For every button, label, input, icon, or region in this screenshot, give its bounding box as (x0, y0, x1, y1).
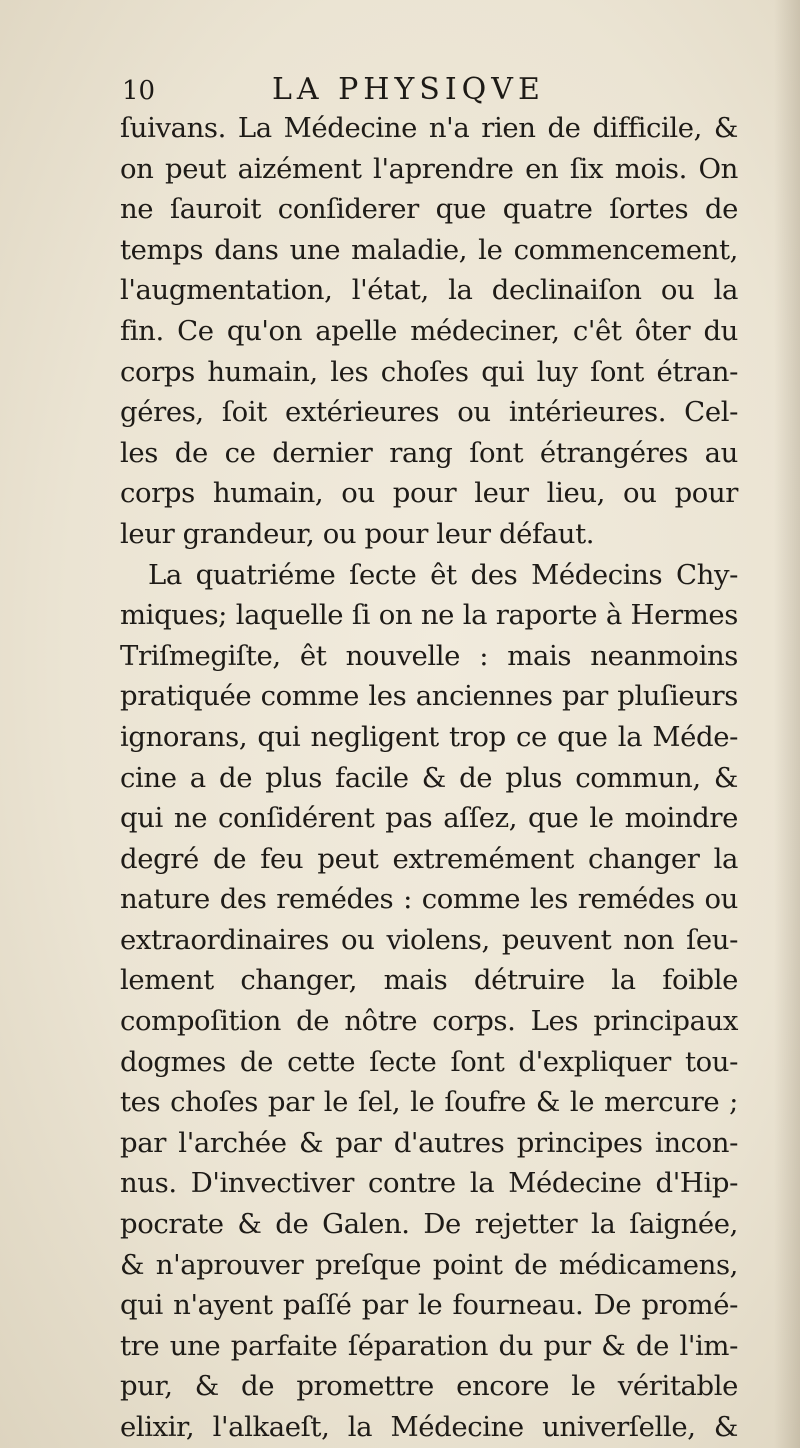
text-line: pur, & de promettre encore le véritable (120, 1370, 738, 1403)
text-line: degré de feu peut extremément changer la (120, 842, 738, 875)
text-line: & n'aprouver preſque point de médicamens, (120, 1248, 738, 1281)
text-line: ignorans, qui negligent trop ce que la Méde- (120, 720, 738, 753)
text-line: corps humain, ou pour leur lieu, ou pour (120, 477, 738, 510)
text-line: pratiquée comme les anciennes par pluſieurs (120, 680, 738, 713)
text-line: tre une parfaite ſéparation du pur & de l'im- (120, 1329, 738, 1362)
text-line: ſuivans. La Médecine n'a rien de difficile, & (120, 112, 738, 144)
text-line: extraordinaires ou violens, peuvent non ſeu- (120, 923, 738, 956)
text-line: par l'archée & par d'autres principes incon- (120, 1126, 738, 1159)
text-line: qui n'ayent paſſé par le fourneau. De promé- (120, 1289, 738, 1322)
text-line: miques; laquelle ſi on ne la raporte à Hermes (120, 599, 738, 632)
page-edge-shadow (774, 0, 800, 1448)
text-line: elixir, l'alkaeſt, la Médecine univerſelle, & (120, 1411, 738, 1443)
text-line: lement changer, mais détruire la foible (120, 964, 738, 997)
text-line: les de ce dernier rang ſont étrangéres au (120, 436, 738, 469)
text-line: fin. Ce qu'on apelle médeciner, c'êt ôter du (120, 314, 738, 347)
text-line: tes choſes par le ſel, le ſoufre & le mercure ; (120, 1086, 738, 1119)
text-line: pocrate & de Galen. De rejetter la ſaignée, (120, 1208, 738, 1241)
text-line: géres, ſoit extérieures ou intérieures. Cel- (120, 396, 738, 429)
text-line: qui ne conſidérent pas aſſez, que le moindre (120, 802, 738, 835)
text-line: nus. D'invectiver contre la Médecine d'Hip- (120, 1167, 738, 1200)
text-line: dogmes de cette ſecte ſont d'expliquer tou- (120, 1045, 738, 1078)
text-line: cine a de plus facile & de plus commun, & (120, 761, 738, 794)
text-line: on peut aizément l'aprendre en ſix mois. On (120, 152, 738, 185)
paragraph-start-line: La quatriéme ſecte êt des Médecins Chy- (148, 558, 738, 591)
text-line: ne ſauroit conſiderer que quatre ſortes de (120, 193, 738, 226)
text-line: Triſmegiſte, êt nouvelle : mais neanmoins (120, 639, 738, 672)
text-line: compoſition de nôtre corps. Les principaux (120, 1005, 738, 1038)
page-number: 10 (122, 76, 156, 106)
body-text (120, 108, 738, 1448)
text-line: l'augmentation, l'état, la declinaiſon ou la (120, 274, 738, 307)
text-line: corps humain, les choſes qui luy ſont étran- (120, 355, 738, 388)
text-line: nature des remédes : comme les remédes ou (120, 883, 738, 916)
running-title: LA PHYSIQVE (272, 72, 545, 107)
paragraph-end-line: leur grandeur, ou pour leur défaut. (120, 517, 595, 550)
text-line: temps dans une maladie, le commencement, (120, 233, 738, 266)
